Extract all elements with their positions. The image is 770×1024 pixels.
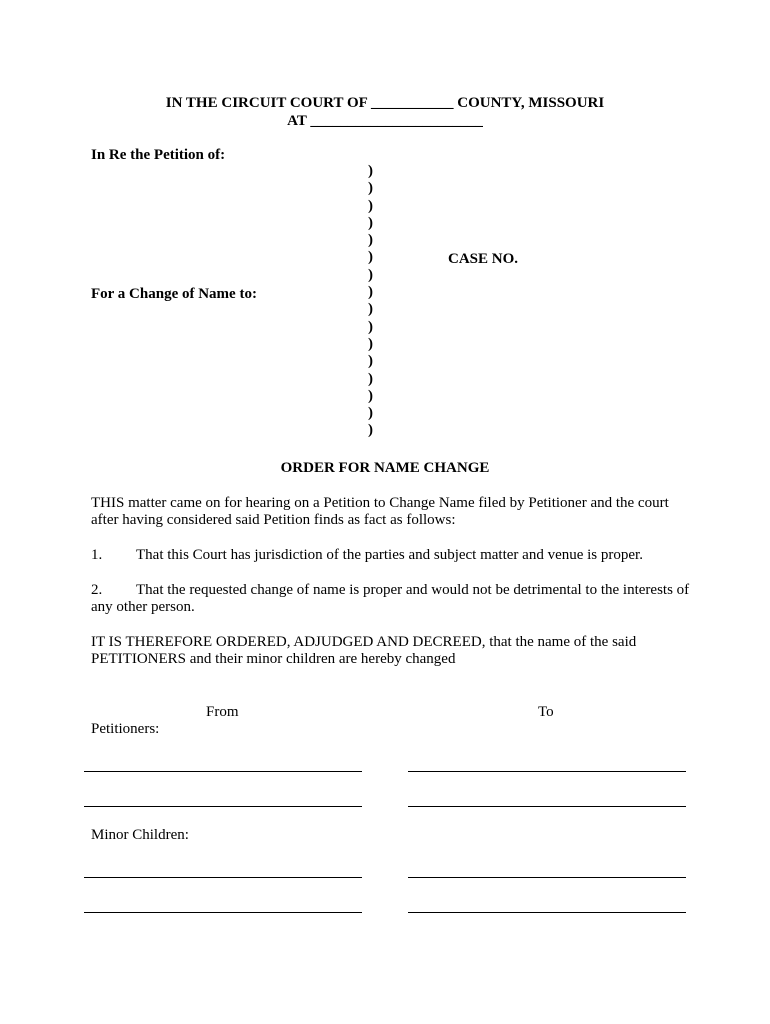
minor-children-label: Minor Children: [91,827,189,843]
caption-paren: ) [368,163,373,179]
caption-paren: ) [368,353,373,370]
petitioner-from-line-2 [84,806,362,807]
caption-paren: ) [368,318,373,335]
petitioners-label: Petitioners: [91,721,160,737]
caption-paren: ) [368,301,373,318]
petitioner-from-line-1 [84,771,362,772]
caption-paren: ) [368,214,373,231]
caption-paren: ) [368,335,373,352]
caption-paren: ) [368,284,373,301]
minor-from-line-2 [84,912,362,913]
petition-of-label: In Re the Petition of: [91,147,226,163]
caption-paren: ) [368,180,373,197]
caption-paren: ) [368,422,373,439]
minor-to-line-2 [408,912,686,913]
from-column-label: From [206,704,239,720]
petitioner-to-line-2 [408,806,686,807]
finding-2 [91,582,691,616]
finding-number: 1. [91,547,103,563]
order-intro-paragraph: THIS matter came on for hearing on a Petition to Change Name filed by Petitioner and the court after having considered said Petition finds as fact as follows: [91,495,669,528]
finding-text: That the requested change of name is proper and would not be detrimental to the interests of any other person. [91,582,690,615]
minor-to-line-1 [408,877,686,878]
change-of-name-label: For a Change of Name to: [91,286,257,302]
caption-paren: ) [368,405,373,422]
caption-paren: ) [368,232,373,249]
court-header-line2: AT _______________________ [287,113,483,129]
finding-text: That this Court has jurisdiction of the parties and subject matter and venue is proper. [136,547,643,563]
decree-paragraph: IT IS THEREFORE ORDERED, ADJUDGED AND DECREED, that the name of the said PETITIONERS and their minor children are hereby changed [91,634,637,667]
finding-number: 2. [91,582,103,598]
minor-from-line-1 [84,877,362,878]
caption-paren: ) [368,266,373,283]
court-header-line1: IN THE CIRCUIT COURT OF ___________ COUNTY, MISSOURI [165,95,605,111]
caption-paren-column [368,163,380,440]
petitioner-to-line-1 [408,771,686,772]
finding-1 [91,547,691,564]
case-no-label: CASE NO. [448,251,519,267]
caption-paren: ) [368,370,373,387]
caption-paren: ) [368,197,373,214]
caption-paren: ) [368,249,373,266]
order-title: ORDER FOR NAME CHANGE [280,460,490,476]
to-column-label: To [538,704,554,720]
caption-paren: ) [368,387,373,404]
